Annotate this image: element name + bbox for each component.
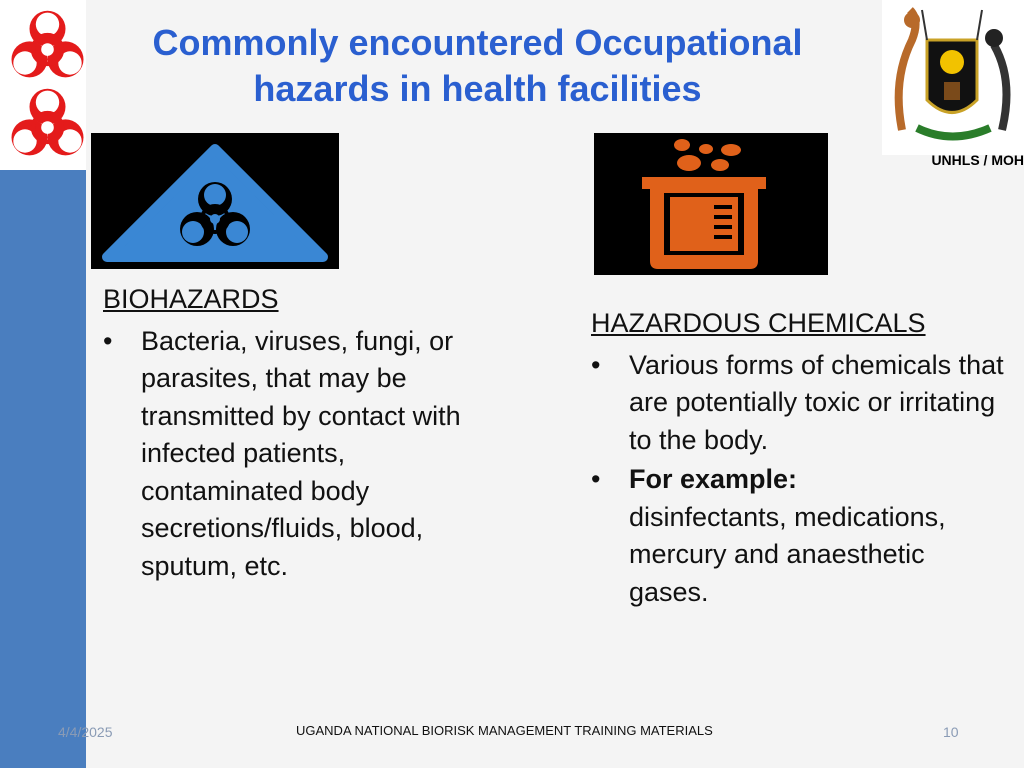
coat-of-arms bbox=[882, 0, 1024, 155]
chemicals-heading: HAZARDOUS CHEMICALS bbox=[591, 308, 926, 338]
biohazard-triangle-icon bbox=[91, 133, 339, 269]
sidebar-accent bbox=[0, 170, 86, 768]
footer-date: 4/4/2025 bbox=[58, 724, 113, 740]
chemicals-bullet-1: • Various forms of chemicals that are potentially toxic or irritating to the body. bbox=[591, 347, 1011, 460]
logo-caption: UNHLS / MOH bbox=[931, 152, 1024, 168]
coat-of-arms-icon bbox=[882, 0, 1024, 155]
biohazard-image bbox=[91, 133, 339, 269]
biohazards-section bbox=[103, 281, 463, 585]
page-title bbox=[100, 20, 855, 112]
example-text: disinfectants, medications, mercury and anaesthetic gases. bbox=[629, 501, 946, 607]
chemical-image bbox=[594, 133, 828, 275]
page-number: 10 bbox=[943, 724, 959, 740]
biohazard-logo-top-icon bbox=[0, 0, 95, 90]
biohazard-logo-bottom-icon bbox=[0, 78, 95, 168]
biohazards-heading: BIOHAZARDS bbox=[103, 284, 279, 314]
beaker-icon bbox=[594, 133, 828, 275]
biohazards-bullet: • Bacteria, viruses, fungi, or parasites, that may be transmitted by contact with infected patients, contaminated body secretions/fluids, blood, sputum, etc. bbox=[103, 323, 463, 586]
footer-title: UGANDA NATIONAL BIORISK MANAGEMENT TRAINING MATERIALS bbox=[296, 723, 713, 738]
example-label: For example: bbox=[629, 464, 798, 494]
title-line-1: Commonly encountered Occupational bbox=[152, 22, 803, 63]
title-line-2: hazards in health facilities bbox=[253, 68, 702, 109]
chemicals-section bbox=[591, 305, 1011, 611]
chemicals-bullet-2 bbox=[591, 461, 1011, 611]
